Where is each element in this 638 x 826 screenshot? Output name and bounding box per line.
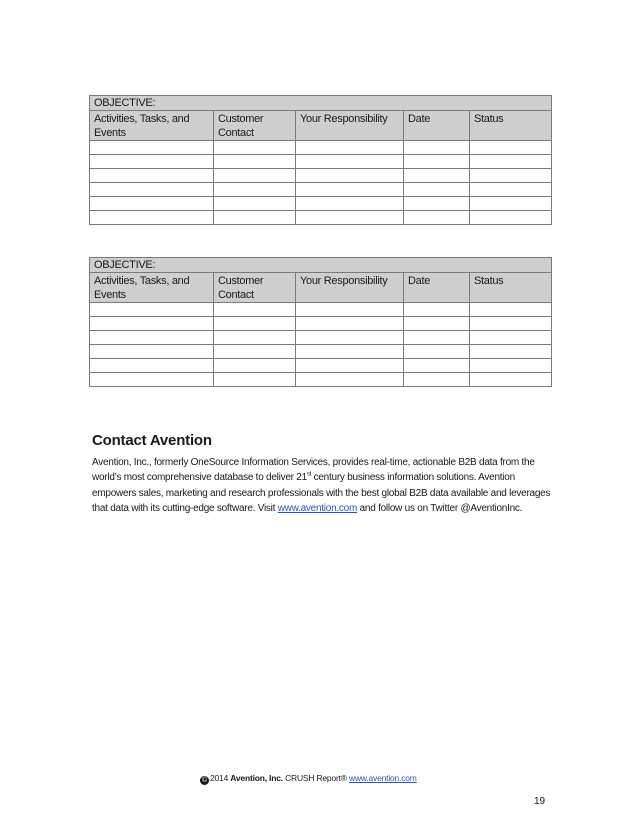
header-date: Date [404,111,470,141]
objective-label: OBJECTIVE: [90,96,552,111]
copyright-icon: © [200,776,209,785]
table-row [90,183,552,197]
table-row [90,345,552,359]
avention-link[interactable]: www.avention.com [277,502,358,514]
header-status: Status [470,111,552,141]
page-number: 19 [534,796,546,807]
header-activities: Activities, Tasks, and Events [90,273,214,303]
contact-text-3: and follow us on Twitter @AventionInc. [357,502,523,514]
ordinal-suffix: st [306,471,312,478]
header-responsibility: Your Responsibility [296,273,404,303]
footer-report: CRUSH Report® [285,773,347,783]
header-status: Status [470,273,552,303]
header-date: Date [404,273,470,303]
header-customer-contact: Customer Contact [214,273,296,303]
table-row [90,197,552,211]
table-row [90,169,552,183]
table-row [90,211,552,225]
table-row [90,303,552,317]
objective-label: OBJECTIVE: [90,258,552,273]
contact-paragraph [92,455,552,516]
table-row [90,373,552,387]
footer-link[interactable]: www.avention.com [349,773,417,783]
contact-heading: Contact Avention [92,432,212,449]
footer-company: Avention, Inc. [230,773,283,783]
page-footer [200,773,417,785]
header-customer-contact: Customer Contact [214,111,296,141]
table-row [90,317,552,331]
contact-text-1: Avention, Inc., formerly OneSource Information Services, provides real-time, actionable B2B data from the world’s most comprehensive database to deliver 21 [92,457,535,484]
objective-table-2 [89,257,552,387]
table-row [90,331,552,345]
header-responsibility: Your Responsibility [296,111,404,141]
table-row [90,155,552,169]
header-activities: Activities, Tasks, and Events [90,111,214,141]
footer-year: 2014 [210,773,229,783]
contact-text-2: century business information solutions. Avention empowers sales, marketing and research professionals with the best global B2B data available and leverages that data with its cutting-edge software. Visit [92,472,551,514]
table-row [90,141,552,155]
objective-table-1 [89,95,552,225]
table-row [90,359,552,373]
